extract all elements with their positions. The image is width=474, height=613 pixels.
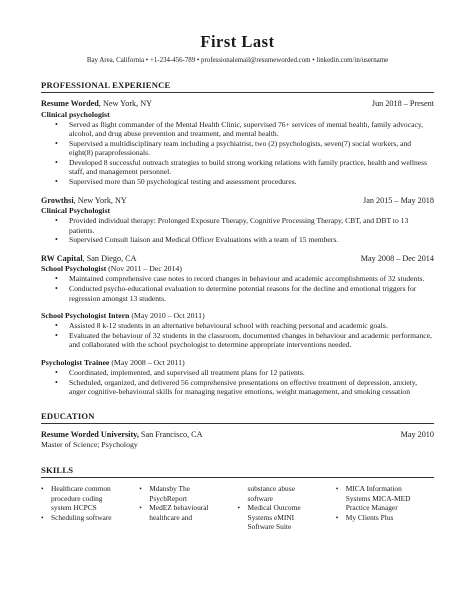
skills-column [139,484,237,531]
role-name: School Psychologist Intern [41,311,130,321]
role-title [41,264,434,274]
skill-item: substance abuse [247,484,295,494]
bullet-item: • Supervised a multidisciplinary team including a psychiatrist, two (2) psychologists, seven(7) social workers, and eight(8) paraprofessionals. [55,139,434,158]
skill-item: procedure coding [51,493,103,503]
bullet-list [55,274,434,303]
skills-section [41,465,434,531]
role-dates: (May 2010 – Oct 2011) [129,311,205,321]
company-name: Growthsi [41,195,74,205]
bullet-item: • Coordinated, implemented, and supervised all treatment plans for 12 patients. [55,368,434,378]
experience-section [41,80,434,397]
role-dates: (Nov 2011 – Dec 2014) [106,264,182,274]
skill-item: system HCPCS [51,503,97,513]
skill-item: Systems MICA-MED [345,493,411,503]
company-name: Resume Worded [41,99,99,108]
job-header [41,196,434,207]
section-divider [41,477,434,478]
role-title: Clinical psychologist [41,109,110,119]
section-divider [41,423,434,424]
company-name: RW Capital [41,253,83,263]
role-name: Psychologist Trainee [41,358,110,367]
school-name: Resume Worded University, [41,429,139,439]
bullet-item: • Supervised Consult liaison and Medical Officer Evaluations with a team of 15 members. [55,235,434,245]
role-name: School Psychologist [41,264,107,274]
degree: Master of Science; Psychology [41,440,138,450]
skill-item: • Healthcare common [41,484,139,493]
skill-item: • Scheduling software [41,513,139,522]
skills-column [41,484,139,531]
job-header [41,254,434,265]
company-location: , New York, NY [73,195,127,205]
skill-item: Software Suite [247,521,292,531]
skill-item: Systems eMINI [247,512,295,522]
skill-item: healthcare and [149,512,193,522]
section-title-education: EDUCATION [41,410,95,421]
bullet-item: • Developed 8 successful outreach strategies to build strong working relations with family practice, health and wellness staff, and management personnel. [55,158,434,177]
skills-grid [41,484,434,531]
bullet-item: • Evaluated the behaviour of 32 students in the classroom, documented changes in behaviour and academic performance, and collaborated with the school psychologist to determine appropriate interventions needed. [55,331,434,350]
skill-item: Practice Manager [345,503,398,513]
company-location: , New York, NY [98,99,153,108]
skill-item: PsychReport [149,493,188,503]
bullet-item: • Provided individual therapy: Prolonged Exposure Therapy, Cognitive Processing Therapy, CBT, and DBT to 13 patients. [55,216,434,235]
contact-line: Bay Area, California • +1-234-456-789 • professionalemail@resumeworded.com • linkedin.com/in/username [86,57,389,64]
skills-column [336,484,434,531]
job-entry [41,99,434,187]
role-title: Clinical Psychologist [41,206,111,216]
role-dates: (May 2008 – Oct 2011) [109,358,185,367]
company-location: , San Diego, CA [82,253,137,263]
job-dates: Jun 2018 – Present [371,99,434,108]
job-dates: May 2008 – Dec 2014 [360,253,434,263]
education-section [41,411,434,451]
section-title-skills: SKILLS [41,465,74,476]
job-entry [41,196,434,245]
skill-item: • MedEZ behavioural [139,503,237,512]
job-header [41,99,434,110]
bullet-item: • Scheduled, organized, and delivered 56 comprehensive presentations on effective treatment of depression, anxiety, anger cognitive-behavioural skills for managing negative emotions, weight management, and smoking cessation [55,378,434,397]
skill-item: • Medical Outcome [238,503,336,512]
skills-column [238,484,336,531]
skill-item: • My Clients Plus [336,513,434,522]
role-title [41,358,434,368]
section-divider [41,92,434,93]
skill-item: software [247,493,273,503]
education-header [41,430,434,441]
bullet-item: • Conducted psycho-educational evaluation to determine potential reasons for the decline and emotional triggers for regression amongst 13 students. [55,284,434,303]
graduation-date: May 2010 [400,429,434,439]
skill-item: • Mdansby The [139,484,237,493]
bullet-list [55,120,434,187]
job-entry [41,254,434,397]
bullet-item: • Maintained comprehensive case notes to record changes in behaviour and academic accomplishments of 32 students. [55,274,434,284]
job-dates: Jan 2015 – May 2018 [363,195,434,205]
bullet-list [55,216,434,245]
candidate-name: First Last [200,32,275,51]
skill-item: • MICA Information [336,484,434,493]
bullet-item: • Supervised more than 50 psychological testing and assessment procedures. [55,177,434,187]
section-title-experience: PROFESSIONAL EXPERIENCE [41,80,171,90]
bullet-list [55,321,434,350]
bullet-list [55,368,434,397]
bullet-item: • Assisted 8 k-12 students in an alternative behavioural school with reaching personal and academic goals. [55,321,434,331]
bullet-item: • Served as flight commander of the Mental Health Clinic, supervised 76+ services of mental health, family advocacy, alcohol, and drug abuse prevention and treatment, and mental health. [55,120,434,139]
role-title [41,311,434,321]
school-location: San Francisco, CA [138,429,203,439]
